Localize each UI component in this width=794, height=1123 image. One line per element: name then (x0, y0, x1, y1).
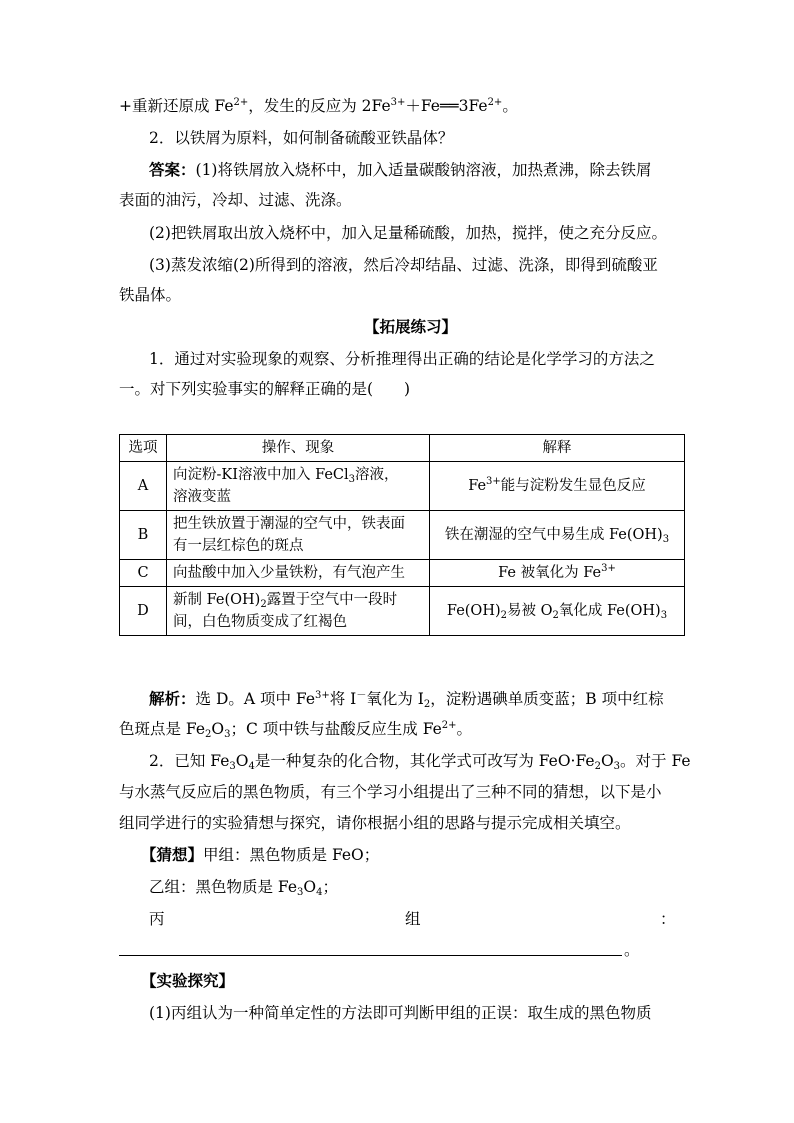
subscript: 3 (297, 887, 304, 898)
text: ，发生的反应为 2Fe (248, 97, 391, 115)
explanation-cell (430, 511, 685, 560)
text: 有一层红棕色的斑点 (173, 538, 304, 554)
table-row (120, 587, 685, 636)
text: ，淀粉遇碘单质变蓝；B 项中红棕 (430, 690, 664, 708)
text: Fe 被氧化为 Fe (498, 565, 602, 581)
superscript: － (356, 690, 367, 701)
superscript: 3+ (601, 563, 616, 574)
subscript: 4 (316, 887, 323, 898)
option-cell: A (120, 462, 167, 511)
text: Fe (468, 478, 487, 494)
text: 把生铁放置于潮湿的空气中，铁表面 (173, 516, 405, 532)
exercise-1-line-1: 1．通过对实验现象的观察、分析推理得出正确的结论是化学学习的方法之 (149, 350, 655, 368)
superscript: 2+ (233, 97, 249, 108)
table-header-row (120, 435, 685, 462)
text: O (600, 752, 614, 770)
explore-heading: 【实验探究】 (141, 971, 235, 990)
text: 色斑点是 Fe (119, 720, 206, 738)
text: 氧化为 I (366, 690, 424, 708)
subscript: 2 (552, 610, 559, 621)
text: 溶液， (355, 467, 399, 483)
analysis-line-1 (149, 689, 664, 709)
text: Fe(OH) (446, 603, 501, 619)
text: O (211, 720, 225, 738)
text: 能与淀粉发生显色反应 (500, 478, 646, 494)
question-2: 2．以铁屑为原料，如何制备硫酸亚铁晶体？ (149, 129, 454, 147)
subscript: 2 (423, 699, 431, 710)
text: ；C 项中铁与盐酸反应生成 Fe (230, 720, 442, 738)
header-cell: 操作、现象 (167, 435, 430, 462)
text: 易被 O (507, 603, 553, 619)
subscript: 3 (229, 761, 236, 772)
text: 。 (456, 720, 473, 738)
exercise-2-line-1 (149, 751, 691, 771)
guess-label: 【猜想】 (141, 845, 204, 864)
text: 新制 Fe(OH) (173, 592, 261, 608)
operation-cell (167, 587, 430, 636)
operation-cell (167, 511, 430, 560)
superscript: 2+ (441, 720, 457, 731)
superscript: 3+ (486, 476, 501, 487)
table-row (120, 462, 685, 511)
text: 铁在潮湿的空气中易生成 Fe(OH) (444, 527, 663, 543)
option-cell: D (120, 587, 167, 636)
superscript: 3+ (315, 690, 330, 701)
subscript: 3 (660, 610, 668, 621)
text: 选 D。A 项中 Fe (195, 690, 315, 708)
guess-3-char-2: 组 (405, 910, 421, 928)
text: 间，白色物质变成了红褐色 (173, 614, 347, 630)
exercise-1-line-2: 一。对下列实验事实的解释正确的是( ) (119, 380, 411, 398)
operation-cell (167, 462, 430, 511)
subscript: 3 (348, 474, 356, 485)
explanation-cell (430, 560, 685, 587)
explore-line-1: (1)丙组认为一种简单定性的方法即可判断甲组的正误：取生成的黑色物质 (149, 1004, 652, 1022)
operation-cell: 向盐酸中加入少量铁粉，有气泡产生 (167, 560, 430, 587)
text: 是一种复杂的化合物，其化学式可改写为 FeO·Fe (254, 752, 595, 770)
analysis-label: 解析： (149, 689, 196, 708)
subscript: 2 (500, 610, 507, 621)
subscript: 3 (613, 761, 621, 772)
section-heading: 【拓展练习】 (364, 317, 458, 336)
answer-line-3: (3)蒸发浓缩(2)所得到的溶液，然后冷却结晶、过滤、洗涤，即得到硫酸亚 (149, 256, 658, 274)
text: 甲组：黑色物质是 FeO； (203, 846, 380, 864)
answer-blank-line[interactable] (119, 955, 622, 956)
option-cell: C (120, 560, 167, 587)
exercise-2-line-2: 与水蒸气反应后的黑色物质，有三个学习小组提出了三种不同的猜想，以下是小 (119, 783, 662, 801)
text: (1)将铁屑放入烧杯中，加入适量碳酸钠溶液，加热煮沸，除去铁屑 (195, 161, 652, 179)
superscript: 3+ (390, 97, 406, 108)
paragraph-line (119, 96, 518, 116)
guess-3-char-3: ： (660, 910, 676, 928)
analysis-line-2 (119, 719, 472, 739)
option-cell: B (120, 511, 167, 560)
subscript: 4 (248, 761, 255, 772)
text: O (235, 752, 249, 770)
table-row (120, 511, 685, 560)
text: +重新还原成 Fe (119, 97, 234, 115)
explanation-cell (430, 587, 685, 636)
guess-3-char-1: 丙 (149, 910, 165, 928)
subscript: 3 (224, 729, 231, 740)
text: O (303, 878, 317, 896)
text: 向淀粉-KI溶液中加入 FeCl (173, 467, 349, 483)
text: 乙组：黑色物质是 Fe (149, 878, 298, 896)
answer-line-1 (149, 160, 651, 180)
text: 。对于 Fe (620, 752, 691, 770)
subscript: 2 (260, 599, 267, 610)
text: 露置于空气中一段时 (266, 592, 398, 608)
header-cell: 解释 (430, 435, 685, 462)
subscript: 3 (662, 534, 670, 545)
text: 氧化成 Fe(OH) (558, 603, 661, 619)
subscript: 2 (205, 729, 212, 740)
text: 将 I (329, 690, 357, 708)
answer-line-1b: 表面的油污，冷却、过滤、洗涤。 (119, 191, 352, 209)
answer-line-2: (2)把铁屑取出放入烧杯中，加入足量稀硫酸，加热，搅拌，使之充分反应。 (149, 224, 667, 242)
text: 2．已知 Fe (149, 752, 230, 770)
text: 。 (502, 97, 518, 115)
options-table (119, 434, 685, 636)
answer-label: 答案： (149, 160, 196, 179)
subscript: 2 (594, 761, 601, 772)
superscript: 2+ (487, 97, 503, 108)
text: ＋Fe══3Fe (405, 97, 488, 115)
header-cell: 选项 (120, 435, 167, 462)
answer-line-3b: 铁晶体。 (119, 286, 182, 304)
text: ； (322, 878, 338, 896)
guess-line-2 (149, 877, 338, 897)
guess-line-1 (141, 845, 379, 865)
explanation-cell (430, 462, 685, 511)
text: 溶液变蓝 (173, 489, 231, 505)
blank-end-mark: 。 (624, 941, 640, 959)
exercise-2-line-3: 组同学进行的实验猜想与探究，请你根据小组的思路与提示完成相关填空。 (119, 814, 631, 832)
table-row (120, 560, 685, 587)
